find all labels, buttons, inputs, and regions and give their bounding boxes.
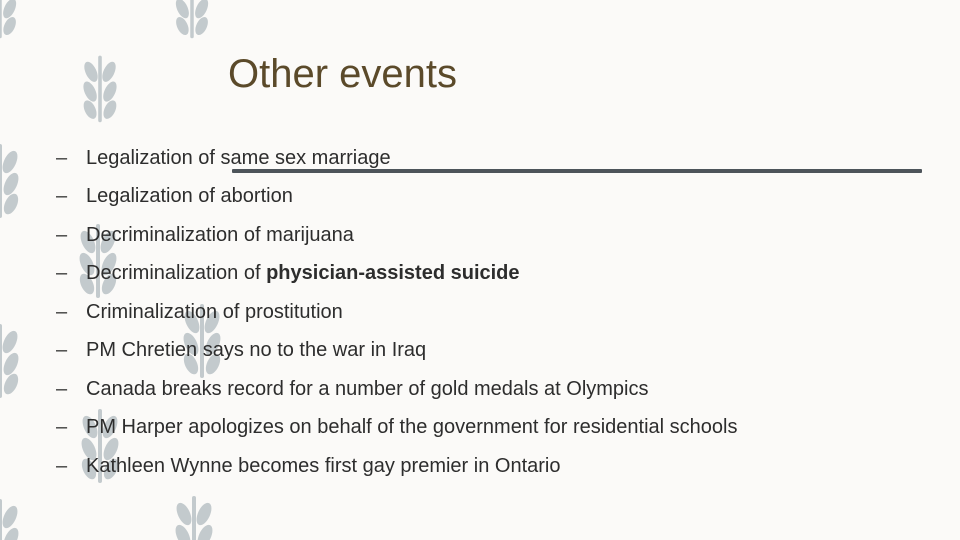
bullet-dash: – — [56, 185, 68, 208]
leaf-sprig-icon — [0, 320, 22, 400]
leaf-sprig-icon — [76, 52, 124, 124]
bullet-dash: – — [56, 454, 68, 477]
bullet-text: Decriminalization of physician-assisted suicide — [86, 262, 520, 285]
list-item — [56, 370, 737, 409]
bullet-dash: – — [56, 146, 68, 169]
bullet-dash: – — [56, 416, 68, 439]
bullet-text: Criminalization of prostitution — [86, 300, 343, 323]
leaf-sprig-icon — [0, 140, 22, 220]
list-item — [56, 293, 737, 332]
list-item — [56, 139, 737, 178]
list-item — [56, 255, 737, 294]
slide-title: Other events — [228, 52, 458, 96]
bold-emphasis: physician-assisted suicide — [266, 262, 520, 285]
bullet-text: Decriminalization of marijuana — [86, 223, 354, 246]
bullet-dash: – — [56, 223, 68, 246]
bullet-dash: – — [56, 339, 68, 362]
bullet-text: PM Harper apologizes on behalf of the government for residential schools — [86, 416, 738, 439]
bullet-text: Legalization of same sex marriage — [86, 146, 391, 169]
leaf-sprig-icon — [172, 492, 216, 540]
list-item — [56, 447, 737, 486]
bullet-text: PM Chretien says no to the war in Iraq — [86, 339, 427, 362]
bullet-dash: – — [56, 377, 68, 400]
bullet-dash: – — [56, 262, 68, 285]
bullet-text: Kathleen Wynne becomes first gay premier in Ontario — [86, 454, 561, 477]
list-item — [56, 332, 737, 371]
list-item — [56, 409, 737, 448]
bullet-dash: – — [56, 300, 68, 323]
bullet-text: Legalization of abortion — [86, 185, 293, 208]
leaf-sprig-icon — [0, 0, 22, 40]
leaf-sprig-icon — [0, 495, 22, 540]
bullet-text: Canada breaks record for a number of gold medals at Olympics — [86, 377, 649, 400]
bullet-list — [56, 139, 737, 486]
leaf-sprig-icon — [160, 0, 224, 40]
list-item — [56, 216, 737, 255]
list-item — [56, 178, 737, 217]
